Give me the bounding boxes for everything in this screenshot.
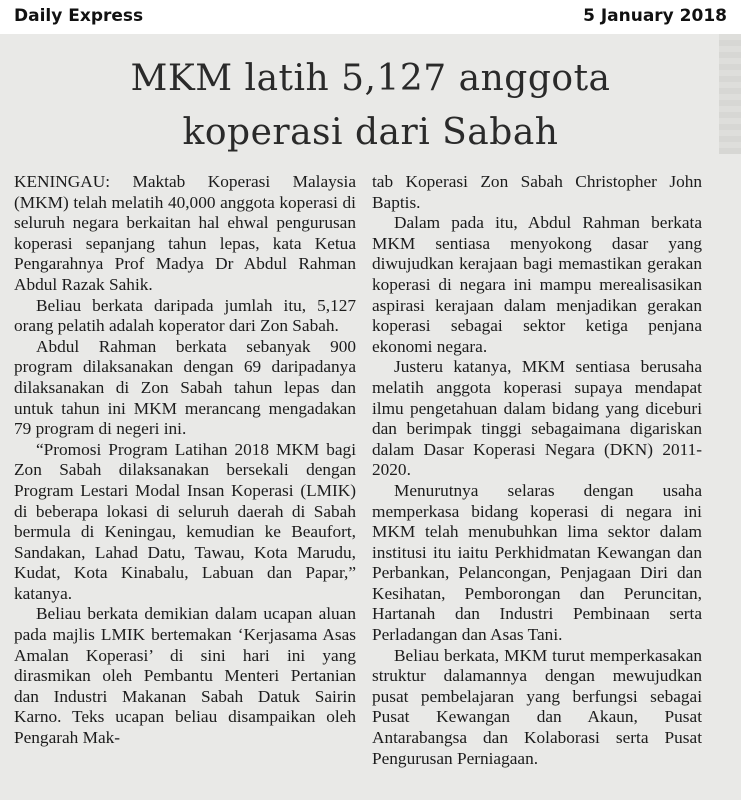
paragraph: Beliau berkata demikian dalam ucapan aluan pada majlis LMIK bertemakan ‘Kerjasama Asas Amalan Koperasi’ di sini hari ini yang dirasmikan oleh Pembantu Menteri Pertanian dan Industri Makanan Sabah Datuk Sairin Karno. Teks ucapan beliau disampaikan oleh Pengarah Mak- bbox=[14, 604, 356, 748]
paragraph: Menurutnya selaras dengan usaha memperkasa bidang koperasi di negara ini MKM telah menubuhkan lima sektor dalam institusi itu iaitu Perkhidmatan Kewangan dan Perbankan, Pelancongan, Penjagaan Diri dan Kesihatan, Pemborongan dan Peruncitan, Hartanah dan Industri Pembinaan serta Perladangan dan Asas Tani. bbox=[372, 480, 702, 645]
publication-name: Daily Express bbox=[14, 6, 144, 26]
paragraph: tab Koperasi Zon Sabah Christopher John Baptis. bbox=[372, 172, 702, 212]
masthead bbox=[0, 0, 741, 34]
headline bbox=[0, 52, 741, 160]
paragraph: Beliau berkata daripada jumlah itu, 5,127 orang pelatih adalah koperator dari Zon Sabah. bbox=[14, 295, 356, 336]
publication-date: 5 January 2018 bbox=[583, 6, 727, 26]
paragraph: Justeru katanya, MKM sentiasa berusaha melatih anggota koperasi supaya mendapat ilmu pengetahuan dalam bidang yang diceburi dan berimpak tinggi sebagaimana digariskan dalam Dasar Koperasi Negara (DKN) 2011-2020. bbox=[372, 357, 702, 480]
article-right-column bbox=[372, 172, 702, 769]
paragraph: KENINGAU: Maktab Koperasi Malaysia (MKM) telah melatih 40,000 anggota koperasi di seluruh negara berkaitan hal ehwal pengurusan koperasi sepanjang tahun lepas, kata Ketua Pengarahnya Prof Madya Dr Abdul Rahman Abdul Razak Sahik. bbox=[14, 172, 356, 294]
paragraph: Abdul Rahman berkata sebanyak 900 program dilaksanakan dengan 69 daripadanya dilaksanakan di Zon Sabah tahun lepas dan untuk tahun ini MKM merancang mengadakan 79 program di negeri ini. bbox=[14, 336, 356, 439]
headline-line-1: MKM latih 5,127 anggota bbox=[130, 58, 611, 99]
article-left-column bbox=[14, 172, 356, 749]
headline-line-2: koperasi dari Sabah bbox=[182, 112, 559, 153]
paragraph: “Promosi Program Latihan 2018 MKM bagi Zon Sabah dilaksanakan bersekali dengan Program Lestari Modal Insan Koperasi (LMIK) di beberapa lokasi di seluruh daerah di Sabah bermula di Keningau, kemudian ke Beaufort, Sandakan, Lahad Datu, Tawau, Kota Marudu, Kudat, Kota Kinabalu, Labuan dan Papar,” katanya. bbox=[14, 439, 356, 603]
paragraph: Dalam pada itu, Abdul Rahman berkata MKM sentiasa menyokong dasar yang diwujudkan kerajaan bagi memastikan gerakan koperasi di negara ini mampu merealisasikan aspirasi kerajaan dalam menjadikan gerakan koperasi sebagai sektor ketiga penjana ekonomi negara. bbox=[372, 213, 702, 356]
paragraph: Beliau berkata, MKM turut memperkasakan struktur dalamannya dengan mewujudkan pusat pembelajaran yang berfungsi sebagai Pusat Kewangan dan Akaun, Pusat Antarabangsa dan Kolaborasi serta Pusat Pengurusan Perniagaan. bbox=[372, 645, 702, 768]
